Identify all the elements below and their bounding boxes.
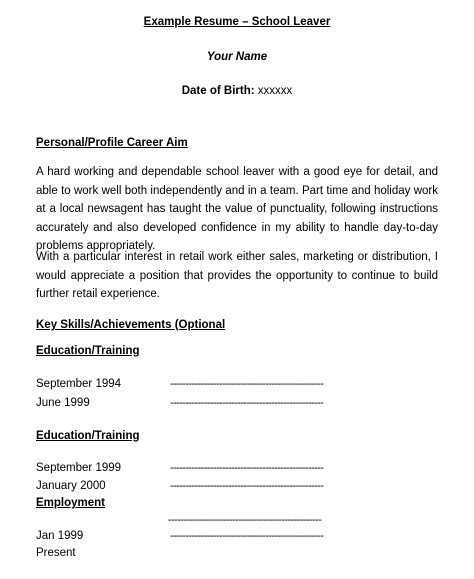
employment-line-2: --------------------------------------------------	[170, 530, 324, 542]
education-2-end: January 2000	[36, 480, 106, 492]
education-2-line-2: --------------------------------------------------	[170, 480, 324, 492]
date-of-birth	[0, 85, 474, 97]
education-1-start: September 1994	[36, 378, 122, 390]
employment-line-1: --------------------------------------------------	[168, 514, 322, 526]
employment-start: Jan 1999	[36, 530, 84, 542]
employment-end: Present	[36, 547, 76, 559]
career-aim-paragraph-1: A hard working and dependable school leaver with a good eye for detail, and able to work well both independently and in a team. Part time and holiday work at a local newsagent has taught the value of punctuality, following instructions accurately and also developed confidence in my ability to handle day-to-day problems appropriately.	[36, 166, 438, 252]
employment-heading: Employment	[36, 497, 106, 509]
education-1-end: June 1999	[36, 397, 90, 409]
education-1-line-1: --------------------------------------------------	[170, 378, 324, 390]
key-skills-heading: Key Skills/Achievements (Optional	[36, 319, 226, 331]
education-heading-1: Education/Training	[36, 345, 140, 357]
education-1-line-2: --------------------------------------------------	[170, 397, 324, 409]
education-2-line-1: --------------------------------------------------	[170, 462, 324, 474]
education-2-start: September 1999	[36, 462, 122, 474]
dob-value: xxxxxx	[257, 85, 293, 97]
career-aim-paragraph-2: With a particular interest in retail work either sales, marketing or distribution, I would appreciate a position that provides the opportunity to continue to build further retail experience.	[36, 251, 438, 300]
career-aim-heading: Personal/Profile Career Aim	[36, 137, 188, 149]
your-name: Your Name	[206, 51, 268, 63]
education-heading-2: Education/Training	[36, 430, 140, 442]
resume-title: Example Resume – School Leaver	[143, 16, 331, 28]
dob-label: Date of Birth:	[181, 85, 255, 97]
